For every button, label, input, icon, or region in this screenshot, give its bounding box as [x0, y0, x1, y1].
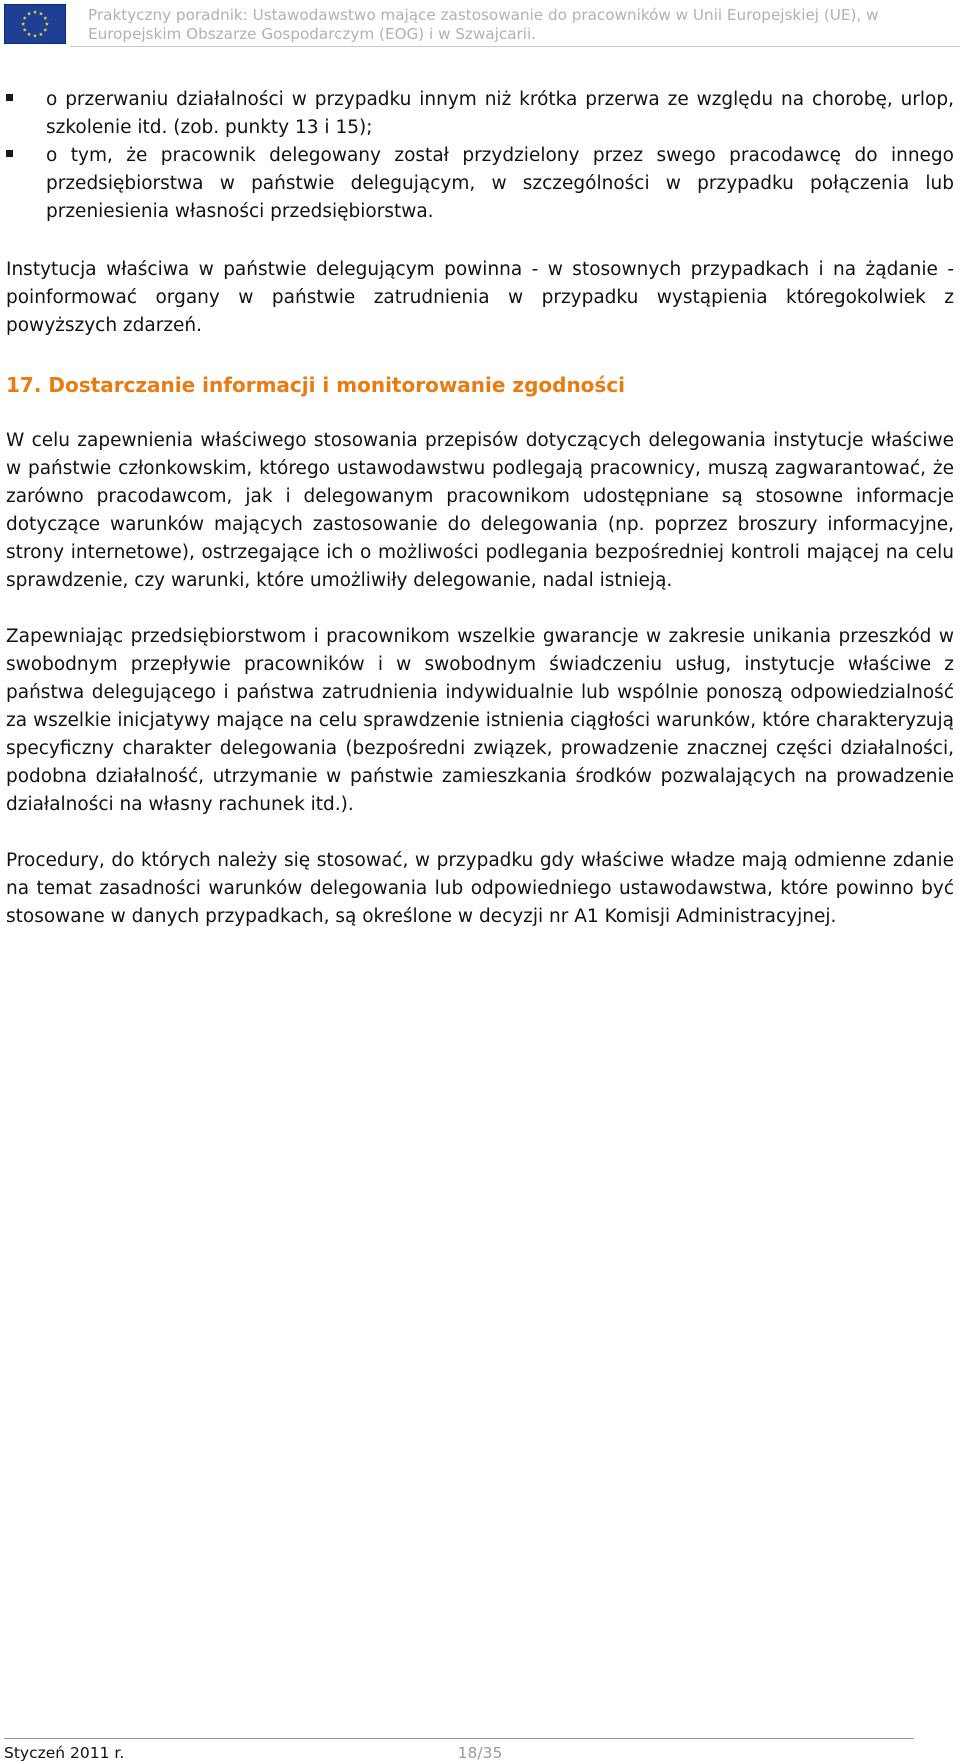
eu-star-icon	[45, 22, 49, 26]
header-divider	[70, 46, 960, 47]
bullet-list	[6, 86, 954, 226]
paragraph: Instytucja właściwa w państwie delegującym powinna - w stosownych przypadkach i na żądanie - poinformować organy w państwie zatrudnienia w przypadku wystąpienia któregokolwiek z powyższych zdarzeń.	[6, 259, 954, 336]
section-heading: 17. Dostarczanie informacji i monitorowanie zgodności	[6, 373, 626, 397]
list-item	[46, 86, 954, 142]
square-bullet-icon	[6, 150, 13, 157]
document-title: Praktyczny poradnik: Ustawodawstwo mające zastosowanie do pracowników w Unii Europejskiej (UE), w Europejskim Obszarze Gospodarczym (EOG) i w Szwajcarii.	[88, 6, 879, 43]
list-item-text: o przerwaniu działalności w przypadku innym niż krótka przerwa ze względu na chorobę, urlop, szkolenie itd. (zob. punkty 13 i 15);	[46, 89, 954, 138]
eu-star-icon	[33, 34, 37, 38]
eu-star-icon	[43, 16, 47, 20]
list-item-text: o tym, że pracownik delegowany został przydzielony przez swego pracodawcę do innego przedsiębiorstwa w państwie delegującym, w szczególności w przypadku połączenia lub przeniesienia własności przedsiębiorstwa.	[46, 145, 954, 222]
eu-flag-logo	[4, 4, 66, 44]
square-bullet-icon	[6, 94, 13, 101]
eu-star-icon	[39, 12, 43, 16]
page-content	[6, 86, 954, 931]
eu-star-icon	[43, 28, 47, 32]
paragraph: W celu zapewnienia właściwego stosowania przepisów dotyczących delegowania instytucje właściwe w państwie członkowskim, którego ustawodawstwu podlegają pracownicy, muszą zagwarantować, że zarówno pracodawcom, jak i delegowanym pracownikom udostępniane są stosowne informacje dotyczące warunków mających zastosowanie do delegowania (np. poprzez broszury informacyjne, strony internetowe), ostrzegające ich o możliwości podlegania bezpośredniej kontroli mającej na celu sprawdzenie, czy warunki, które umożliwiły delegowanie, nadal istnieją.	[6, 430, 954, 591]
eu-star-icon	[39, 32, 43, 36]
paragraph: Procedury, do których należy się stosować, w przypadku gdy właściwe władze mają odmienne zdanie na temat zasadności warunków delegowania lub odpowiedniego ustawodawstwa, które powinno być stosowane w danych przypadkach, są określone w decyzji nr A1 Komisji Administracyjnej.	[6, 850, 954, 927]
paragraph: Zapewniając przedsiębiorstwom i pracownikom wszelkie gwarancje w zakresie unikania przeszkód w swobodnym przepływie pracowników i w swobodnym świadczeniu usług, instytucje właściwe z państwa delegującego i państwa zatrudnienia indywidualnie lub wspólnie ponoszą odpowiedzialność za wszelkie inicjatywy mające na celu sprawdzenie istnienia ciągłości warunków, które charakteryzują specyficzny charakter delegowania (bezpośredni związek, prowadzenie znacznej części działalności, podobna działalność, utrzymanie w państwie zamieszkania środków pozwalających na prowadzenie działalności na własny rachunek itd.).	[6, 626, 954, 815]
eu-star-icon	[27, 32, 31, 36]
eu-star-icon	[23, 28, 27, 32]
footer-divider	[4, 1738, 914, 1739]
footer-date: Styczeń 2011 r.	[4, 1744, 125, 1762]
page-number: 18/35	[457, 1744, 503, 1762]
eu-star-icon	[33, 10, 37, 14]
page-header	[4, 4, 956, 46]
eu-star-icon	[23, 16, 27, 20]
eu-star-icon	[27, 12, 31, 16]
list-item	[46, 142, 954, 226]
eu-star-icon	[21, 22, 25, 26]
